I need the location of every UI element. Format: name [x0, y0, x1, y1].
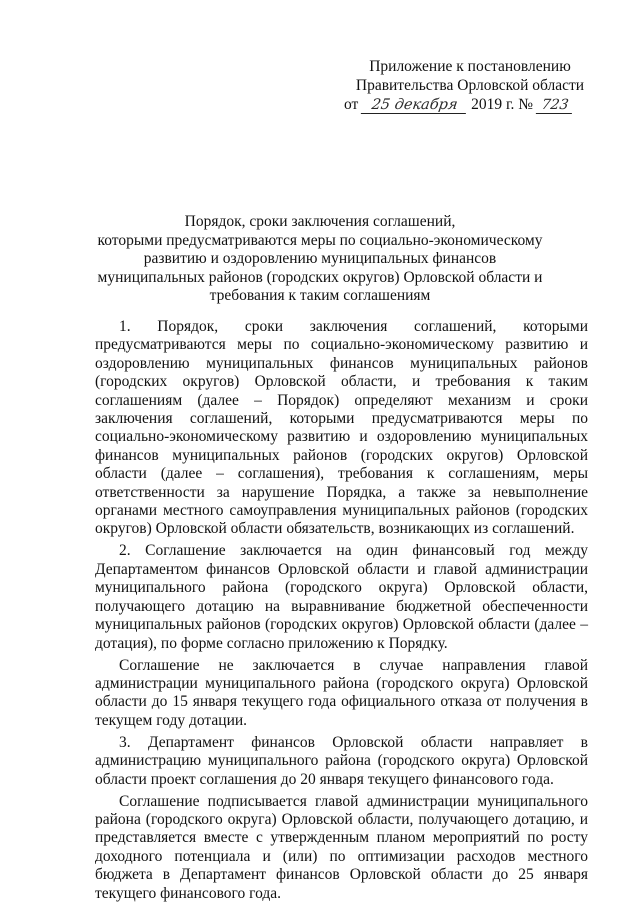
handwritten-date: 25 декабря	[361, 97, 468, 114]
document-title	[95, 213, 545, 306]
header-line-1: Приложение к постановлению	[369, 58, 571, 75]
year-text: 2019 г. №	[471, 96, 534, 113]
handwritten-number: 723	[536, 97, 574, 114]
title-line: Порядок, сроки заключения соглашений,	[184, 213, 456, 230]
document-body	[95, 318, 588, 907]
paragraph-3: 3. Департамент финансов Орловской области направляет в администрацию муниципального района (городского округа) Орловской области проект соглашения до 20 января текущего финансового года.	[95, 733, 588, 788]
paragraph-2-continued: Соглашение не заключается в случае направления главой администрации муниципального района (городского округа) Орловской области до 15 января текущего года официального отказа от получения в текущем году дотации.	[95, 656, 588, 729]
title-line: требования к таким соглашениям	[209, 287, 431, 304]
paragraph-3-continued: Соглашение подписывается главой администрации муниципального района (городского округа) Орловской области, получающего дотацию, и представляется вместе с утвержденным планом мероприятий по росту доходного потенциала и (или) по оптимизации расходов местного бюджета в Департамент финансов Орловской области до 25 января текущего финансового года.	[95, 792, 588, 902]
header-date-line	[330, 95, 610, 114]
header-line-2: Правительства Орловской области	[355, 77, 585, 94]
title-line: которыми предусматриваются меры по социально-экономическому	[97, 231, 543, 249]
attachment-header	[330, 57, 610, 114]
date-prefix: от	[344, 96, 359, 113]
title-line: развитию и оздоровлению муниципальных финансов	[143, 250, 497, 267]
paragraph-2: 2. Соглашение заключается на один финансовый год между Департаментом финансов Орловской области и главой администрации муниципального района (городского округа) Орловской области, получающего дотацию на выравнивание бюджетной обеспеченности муниципальных районов (городских округов) Орловской области (далее – дотация), по форме согласно приложению к Порядку.	[95, 542, 588, 652]
title-line: муниципальных районов (городских округов) Орловской области и	[97, 268, 543, 286]
paragraph-1: 1. Порядок, сроки заключения соглашений, которыми предусматриваются меры по социально-экономическому развитию и оздоровлению муниципальных финансов муниципальных районов (городских округов) Орловской области, и требования к таким соглашениям (далее – Порядок) определяют механизм и сроки заключения соглашений, которыми предусматриваются меры по социально-экономическому развитию и оздоровлению муниципальных финансов муниципальных районов (городских округов) Орловской области (далее – соглашения), требования к соглашениям, меры ответственности за нарушение Порядка, а также за невыполнение органами местного самоуправления муниципальных районов (городских округов) Орловской области обязательств, возникающих из соглашений.	[95, 318, 588, 538]
